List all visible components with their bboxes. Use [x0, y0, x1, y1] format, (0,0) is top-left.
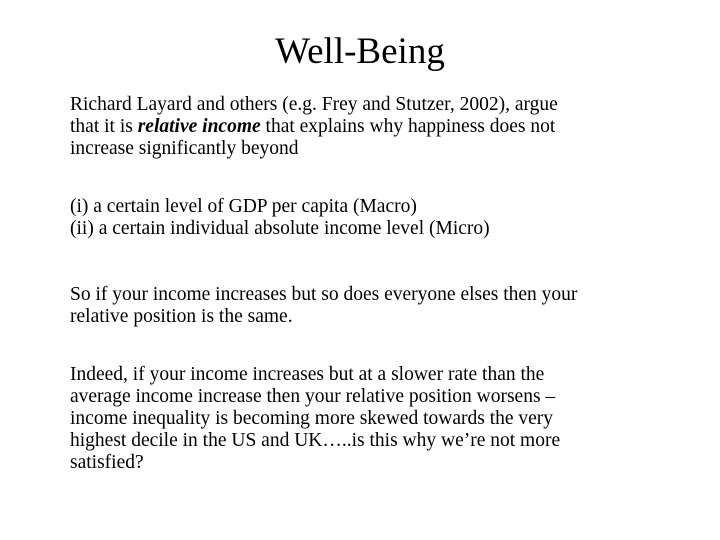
paragraph-line: Richard Layard and others (e.g. Frey and Stutzer, 2002), argue — [70, 94, 558, 115]
paragraph-line: highest decile in the US and UK…..is this why we’re not more — [70, 430, 561, 451]
paragraph-line: income inequality is becoming more skewed towards the very — [70, 408, 554, 429]
paragraph-line: relative position is the same. — [70, 306, 293, 327]
emphasis-relative-income: relative income — [137, 116, 261, 137]
slide-title: Well-Being — [275, 31, 445, 72]
paragraph-line: Indeed, if your income increases but at a slower rate than the — [70, 364, 545, 385]
list-item: (ii) a certain individual absolute income level (Micro) — [70, 218, 490, 239]
paragraph-inequality — [70, 364, 690, 474]
list-item: (i) a certain level of GDP per capita (Macro) — [70, 196, 417, 217]
paragraph-relative-position — [70, 284, 690, 328]
text-fragment: that explains why happiness does not — [260, 116, 556, 137]
paragraph-line — [70, 116, 690, 138]
paragraph-relative-income — [70, 94, 690, 160]
paragraph-line: satisfied? — [70, 452, 144, 473]
text-fragment: that it is — [70, 116, 138, 137]
paragraph-line: average income increase then your relative position worsens – — [70, 386, 556, 407]
paragraph-line: increase significantly beyond — [70, 138, 299, 159]
list-levels — [70, 196, 690, 240]
paragraph-line: So if your income increases but so does everyone elses then your — [70, 284, 578, 305]
